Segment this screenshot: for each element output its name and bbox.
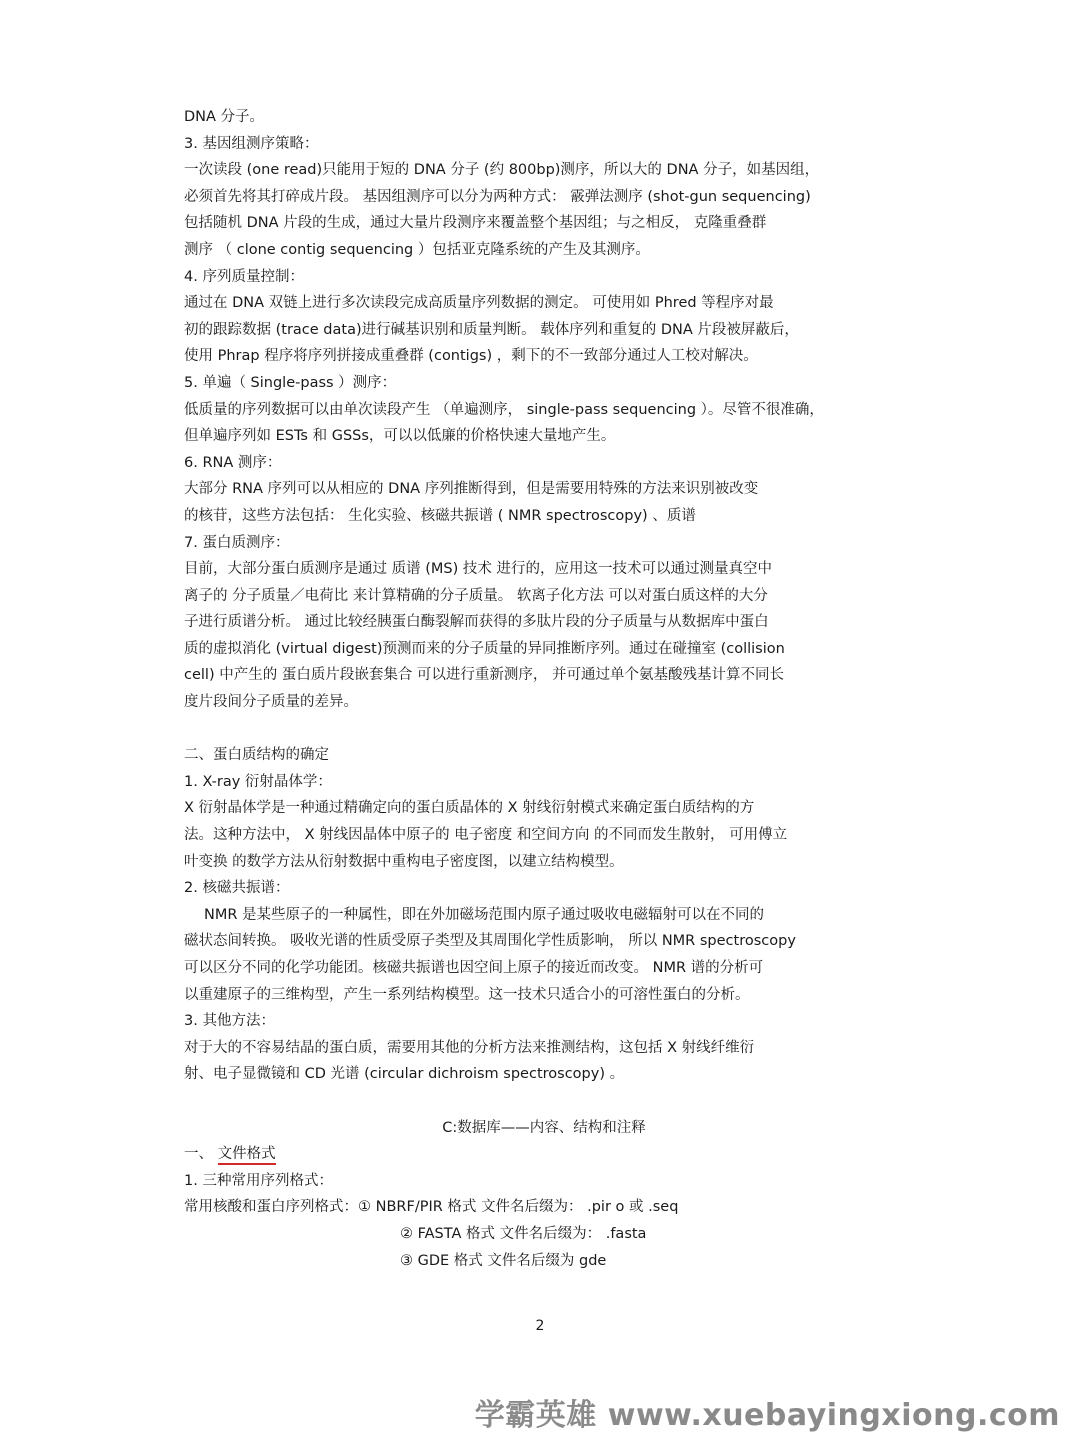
text-line: 子进行质谱分析。 通过比较经胰蛋白酶裂解而获得的多肽片段的分子质量与从数据库中蛋白 xyxy=(184,614,769,631)
format-line: ③ GDE 格式 文件名后缀为 gde xyxy=(400,1252,607,1269)
subsection-heading: 2. 核磁共振谱： xyxy=(184,880,290,897)
subsection-heading: 1. X-ray 衍射晶体学： xyxy=(184,773,332,790)
text-line: 包括随机 DNA 片段的生成，通过大量片段测序来覆盖整个基因组；与之相反， 克隆重叠群 xyxy=(184,215,767,232)
text-line: 大部分 RNA 序列可以从相应的 DNA 序列推断得到，但是需要用特殊的方法来识别被改变 xyxy=(184,481,759,498)
section-heading xyxy=(184,1141,904,1168)
text-line: 叶变换 的数学方法从衍射数据中重构电子密度图，以建立结构模型。 xyxy=(184,853,624,870)
blank-line xyxy=(184,1088,904,1115)
watermark: 学霸英雄 www.xuebayingxiong.com xyxy=(474,1398,1060,1433)
text-line: 测序 （ clone contig sequencing ）包括亚克隆系统的产生及其测序。 xyxy=(184,241,650,258)
text-line: 法。这种方法中， X 射线因晶体中原子的 电子密度 和空间方向 的不同而发生散射， 可用傅立 xyxy=(184,827,788,844)
text-line: 目前，大部分蛋白质测序是通过 质谱 (MS) 技术 进行的，应用这一技术可以通过测量真空中 xyxy=(184,561,772,578)
section-heading: 5. 单遍（ Single-pass ）测序： xyxy=(184,374,397,391)
text-line: 对于大的不容易结晶的蛋白质，需要用其他的分析方法来推测结构，这包括 X 射线纤维衍 xyxy=(184,1039,755,1056)
format-line: ② FASTA 格式 文件名后缀为： .fasta xyxy=(400,1225,647,1242)
text-line: 离子的 分子质量／电荷比 来计算精确的分子质量。 软离子化方法 可以对蛋白质这样的大分 xyxy=(184,587,768,604)
section-heading: 4. 序列质量控制： xyxy=(184,268,304,285)
text-line: 低质量的序列数据可以由单次读段产生 （单遍测序， single-pass sequencing ）。尽管不很准确， xyxy=(184,401,824,418)
text-line: 初的跟踪数据 (trace data)进行碱基识别和质量判断。 载体序列和重复的 DNA 片段被屏蔽后， xyxy=(184,321,799,338)
chapter-title: C:数据库——内容、结构和注释 xyxy=(442,1119,646,1136)
text-line: 可以区分不同的化学功能团。核磁共振谱也因空间上原子的接近而改变。 NMR 谱的分析可 xyxy=(184,960,764,976)
text-line: 使用 Phrap 程序将序列拼接成重叠群 (contigs) ，剩下的不一致部分通过人工校对解决。 xyxy=(184,348,758,365)
subsection-heading: 1. 三种常用序列格式： xyxy=(184,1172,333,1189)
underlined-heading: 文件格式 xyxy=(218,1146,276,1165)
page-number: 2 xyxy=(535,1318,545,1334)
section-heading: 二、蛋白质结构的确定 xyxy=(184,747,329,764)
blank-line xyxy=(184,716,904,743)
text-line: 以重建原子的三维构型，产生一系列结构模型。这一技术只适合小的可溶性蛋白的分析。 xyxy=(184,986,750,1003)
text-line: NMR 是某些原子的一种属性，即在外加磁场范围内原子通过吸收电磁辐射可以在不同的 xyxy=(204,906,765,923)
subsection-heading: 3. 其他方法： xyxy=(184,1013,275,1030)
text-line: 的核苷，这些方法包括： 生化实验、核磁共振谱 ( NMR spectroscopy) 、质谱 xyxy=(184,507,696,524)
text-line: 必须首先将其打碎成片段。 基因组测序可以分为两种方式： 霰弹法测序 (shot-gun sequencing) xyxy=(184,188,811,205)
text-line: 通过在 DNA 双链上进行多次读段完成高质量序列数据的测定。 可使用如 Phred 等程序对最 xyxy=(184,295,774,312)
section-heading: 6. RNA 测序： xyxy=(184,454,282,471)
section-number: 一、 xyxy=(184,1146,213,1163)
text-line: 3. 基因组测序策略： xyxy=(184,135,319,152)
text-line: 但单遍序列如 ESTs 和 GSSs，可以以低廉的价格快速大量地产生。 xyxy=(184,428,616,445)
text-line: X 衍射晶体学是一种通过精确定向的蛋白质晶体的 X 射线衍射模式来确定蛋白质结构的方 xyxy=(184,800,755,817)
section-heading: 7. 蛋白质测序： xyxy=(184,534,290,551)
text-line: 度片段间分子质量的差异。 xyxy=(184,694,358,711)
page-content xyxy=(184,104,904,1274)
format-line: 常用核酸和蛋白序列格式：① NBRF/PIR 格式 文件名后缀为： .pir o 或 .seq xyxy=(184,1199,679,1216)
text-line: 一次读段 (one read)只能用于短的 DNA 分子 (约 800bp)测序，所以大的 DNA 分子，如基因组， xyxy=(184,162,820,179)
text-line: 磁状态间转换。 吸收光谱的性质受原子类型及其周围化学性质影响， 所以 NMR spectroscopy xyxy=(184,933,796,950)
text-line: 射、电子显微镜和 CD 光谱 (circular dichroism spectroscopy) 。 xyxy=(184,1066,625,1083)
text-line: DNA 分子。 xyxy=(184,109,265,125)
text-line: 质的虚拟消化 (virtual digest)预测而来的分子质量的异同推断序列。通过在碰撞室 (collision xyxy=(184,640,785,657)
text-line: cell) 中产生的 蛋白质片段嵌套集合 可以进行重新测序， 并可通过单个氨基酸残基计算不同长 xyxy=(184,667,785,684)
